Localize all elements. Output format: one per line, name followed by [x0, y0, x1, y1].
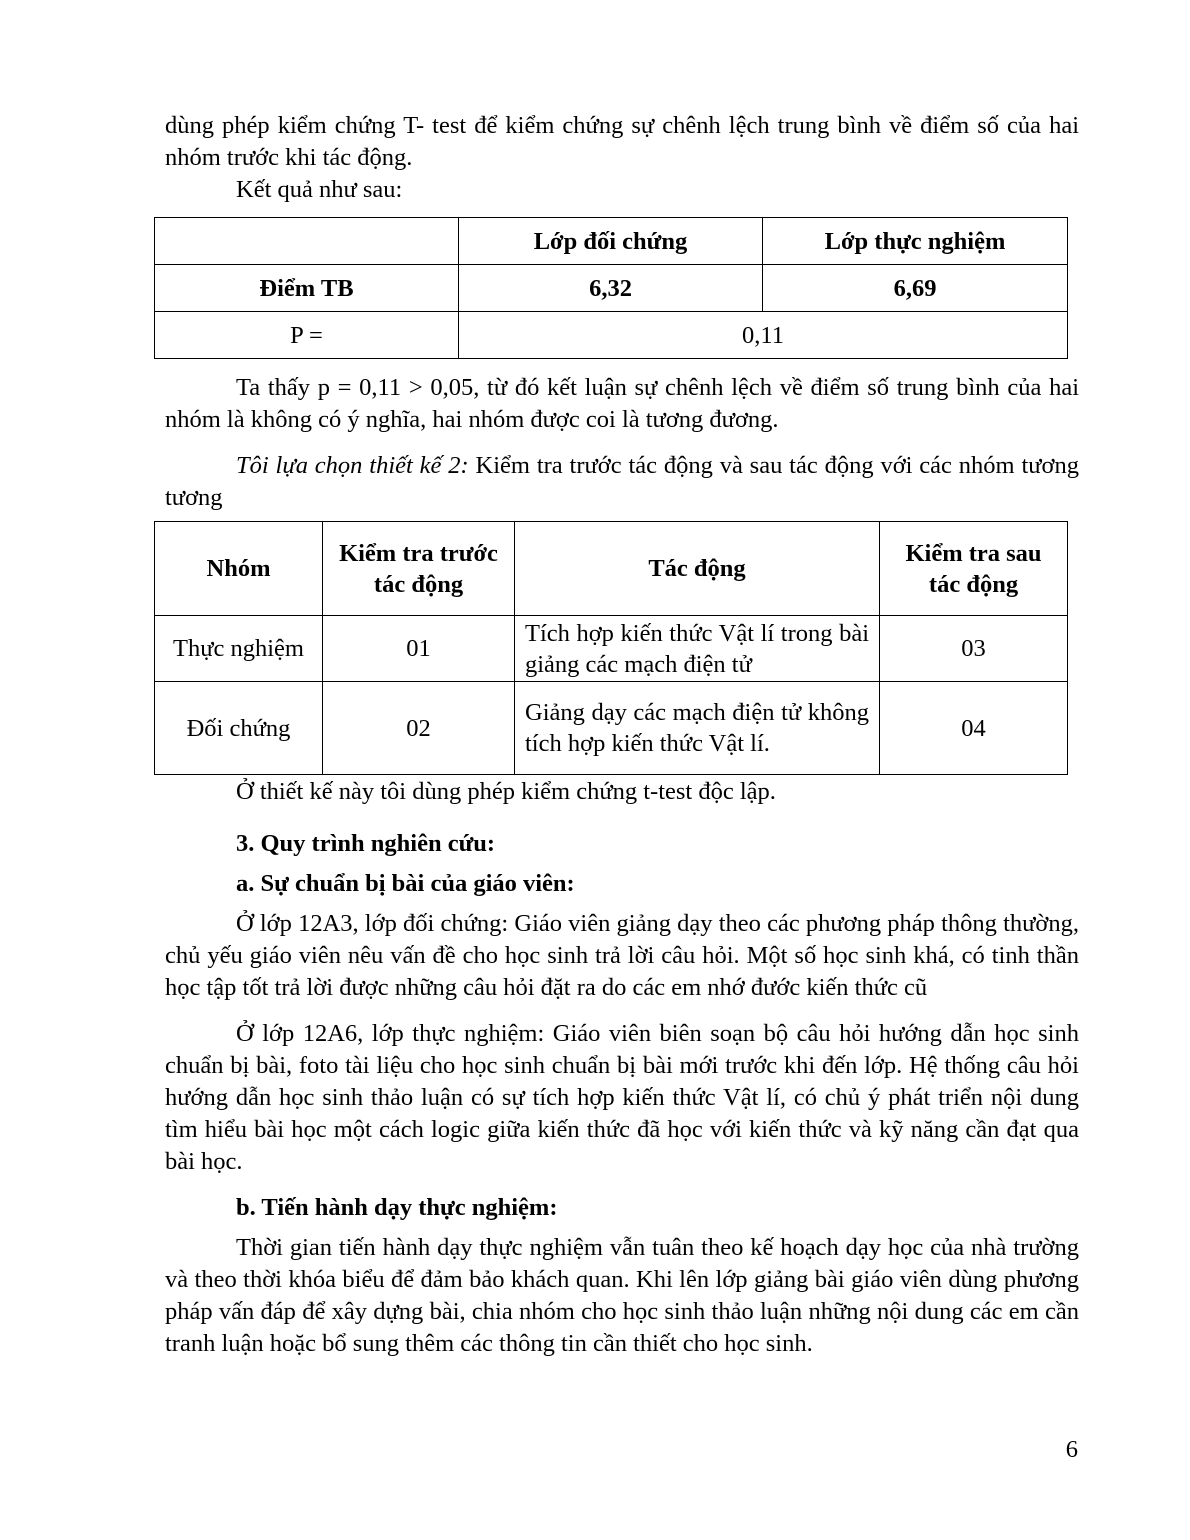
table-cell: 03 — [880, 616, 1068, 682]
design-table — [154, 521, 1068, 775]
intro-paragraph: dùng phép kiểm chứng T- test để kiểm chứng sự chênh lệch trung bình về điểm số của hai nhóm trước khi tác động. — [165, 112, 1079, 171]
table-cell: 6,32 — [459, 265, 763, 312]
table-row — [155, 218, 1068, 265]
table-cell: Thực nghiệm — [155, 616, 323, 682]
ttest-paragraph: Ở thiết kế này tôi dùng phép kiểm chứng t-test độc lập. — [236, 778, 776, 805]
table-header-cell: Lớp thực nghiệm — [763, 218, 1068, 265]
analysis-paragraph: Ta thấy p = 0,11 > 0,05, từ đó kết luận sự chênh lệch về điểm số trung bình của hai nhóm là không có ý nghĩa, hai nhóm được coi là tương đương. — [165, 374, 1079, 433]
table-row — [155, 682, 1068, 775]
table-cell: Đối chứng — [155, 682, 323, 775]
table-cell: 04 — [880, 682, 1068, 775]
table-cell: P = — [155, 312, 459, 359]
table-row — [155, 522, 1068, 616]
result-lead: Kết quả như sau: — [236, 176, 403, 203]
pretest-table — [154, 217, 1068, 359]
table-cell: Tích hợp kiến thức Vật lí trong bài giảng các mạch điện tử — [515, 616, 880, 682]
table-cell: 02 — [323, 682, 515, 775]
design-paragraph: Tôi lựa chọn thiết kế 2: Kiểm tra trước tác động và sau tác động với các nhóm tương tương — [165, 452, 1079, 511]
table-cell: 0,11 — [459, 312, 1068, 359]
intro-block — [165, 110, 1079, 206]
table-cell: Giảng dạy các mạch điện tử không tích hợp kiến thức Vật lí. — [515, 682, 880, 775]
analysis-block — [165, 372, 1079, 514]
table-header-cell: Kiểm tra sau tác động — [880, 522, 1068, 616]
subsection-heading: a. Sự chuẩn bị bài của giáo viên: — [236, 870, 575, 897]
control-class-paragraph: Ở lớp 12A3, lớp đối chứng: Giáo viên giảng dạy theo các phương pháp thông thường, chủ yếu giáo viên nêu vấn đề cho học sinh trả lời câu hỏi. Một số học sinh khá, có tinh thần học tập tốt trả lời được những câu hỏi đặt ra do các em nhớ đước kiến thức cũ — [165, 910, 1079, 1001]
table-cell: 6,69 — [763, 265, 1068, 312]
table-header-cell: Lớp đối chứng — [459, 218, 763, 265]
page-number: 6 — [1065, 1436, 1078, 1463]
table-cell: 01 — [323, 616, 515, 682]
subsection-heading: b. Tiến hành dạy thực nghiệm: — [236, 1194, 558, 1221]
teaching-paragraph: Thời gian tiến hành dạy thực nghiệm vẫn tuân theo kế hoạch dạy học của nhà trường và theo thời khóa biểu để đảm bảo khách quan. Khi lên lớp giảng bài giáo viên dùng phương pháp vấn đáp để xây dựng bài, chia nhóm cho học sinh thảo luận những nội dung các em cần tranh luận hoặc bổ sung thêm các thông tin cần thiết cho học sinh. — [165, 1234, 1079, 1357]
section-heading: 3. Quy trình nghiên cứu: — [236, 830, 496, 857]
table-header-cell: Nhóm — [155, 522, 323, 616]
table-cell — [155, 218, 459, 265]
table-row — [155, 265, 1068, 312]
table-row — [155, 312, 1068, 359]
experiment-class-paragraph: Ở lớp 12A6, lớp thực nghiệm: Giáo viên biên soạn bộ câu hỏi hướng dẫn học sinh chuẩn bị bài, foto tài liệu cho học sinh chuẩn bị bài mới trước khi đến lớp. Hệ thống câu hỏi hướng dẫn học sinh thảo luận có sự tích hợp kiến thức Vật lí, có chủ ý phát triển nội dung tìm hiểu bài học một cách logic giữa kiến thức đã học với kiến thức và kỹ năng cần đạt qua bài học. — [165, 1020, 1079, 1175]
table-row — [155, 616, 1068, 682]
table-header-cell: Kiểm tra trước tác động — [323, 522, 515, 616]
table-header-cell: Tác động — [515, 522, 880, 616]
procedure-block — [165, 776, 1079, 1360]
table-cell: Điểm TB — [155, 265, 459, 312]
